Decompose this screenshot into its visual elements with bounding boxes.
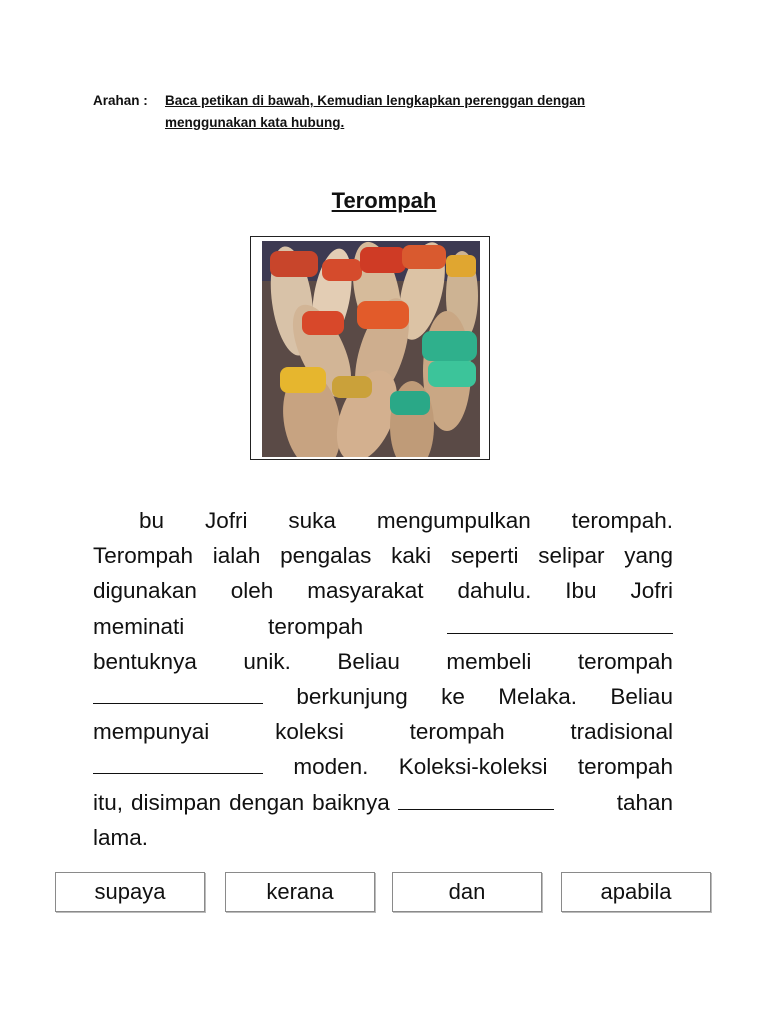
instruction-text-line-2: menggunakan kata hubung. bbox=[165, 115, 345, 130]
answer-blank-4[interactable] bbox=[398, 785, 554, 810]
option-supaya[interactable]: supaya bbox=[55, 872, 205, 912]
passage-line-7: mempunyai koleksi terompah tradisional bbox=[93, 719, 673, 745]
passage-line-3: digunakan oleh masyarakat dahulu. Ibu Jofri bbox=[93, 578, 673, 604]
instruction-label: Arahan : bbox=[93, 93, 148, 108]
passage-line-8: moden. Koleksi-koleksi terompah bbox=[93, 749, 673, 784]
option-kerana[interactable]: kerana bbox=[225, 872, 375, 912]
answer-blank-2[interactable] bbox=[93, 679, 263, 704]
passage bbox=[93, 503, 673, 855]
answer-blank-3[interactable] bbox=[93, 749, 263, 774]
passage-line-4: meminati terompah bbox=[93, 609, 673, 644]
answer-blank-1[interactable] bbox=[447, 609, 673, 634]
passage-line-1: bu Jofri suka mengumpulkan terompah. bbox=[139, 508, 673, 533]
option-dan[interactable]: dan bbox=[392, 872, 542, 912]
passage-line-10: lama. bbox=[93, 824, 149, 850]
terompah-photo bbox=[250, 236, 490, 460]
instruction-text-line-1: Baca petikan di bawah, Kemudian lengkapkan perenggan dengan bbox=[165, 93, 586, 108]
photo-wooden-clogs-icon bbox=[262, 241, 480, 457]
passage-line-9: itu, disimpan dengan baiknya tahan bbox=[93, 785, 673, 820]
passage-line-2: Terompah ialah pengalas kaki seperti selipar yang bbox=[93, 543, 673, 569]
option-apabila[interactable]: apabila bbox=[561, 872, 711, 912]
passage-line-6: berkunjung ke Melaka. Beliau bbox=[93, 679, 673, 714]
page-title: Terompah bbox=[331, 188, 437, 213]
passage-line-5: bentuknya unik. Beliau membeli terompah bbox=[93, 648, 673, 674]
